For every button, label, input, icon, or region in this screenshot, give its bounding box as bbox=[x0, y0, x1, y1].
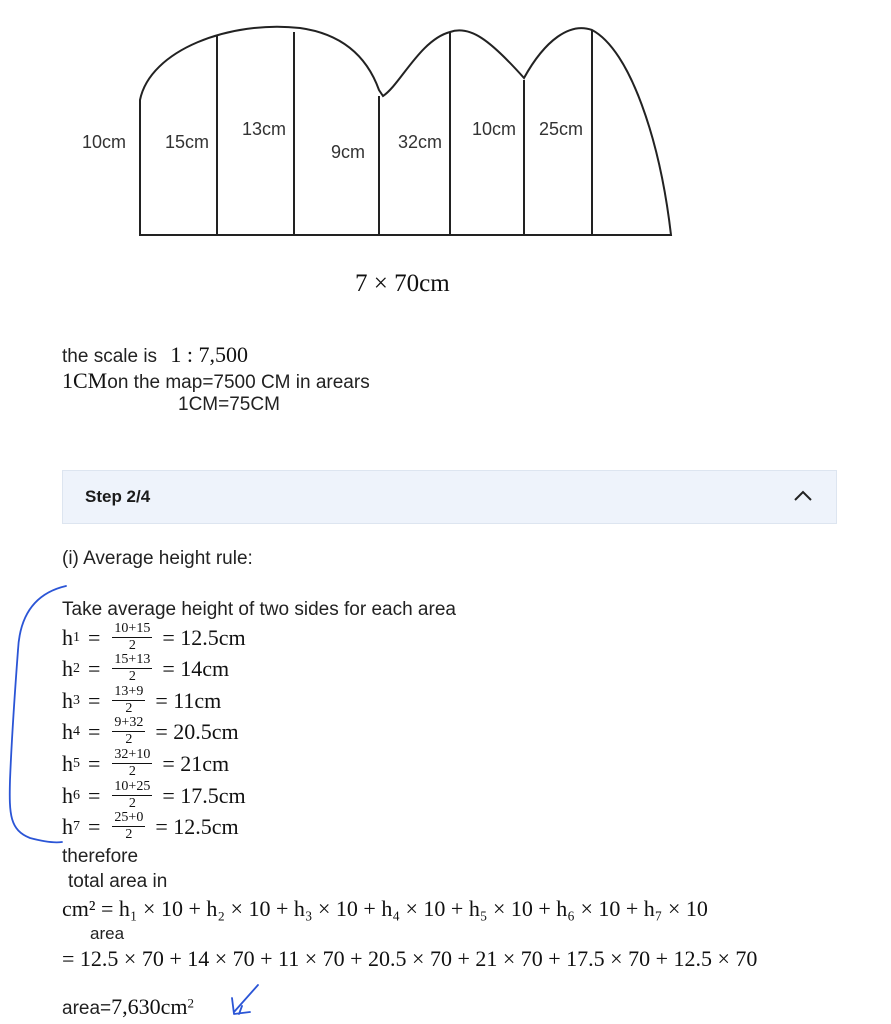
final-area-label: area= bbox=[62, 998, 112, 1019]
height-label: 10cm bbox=[472, 119, 517, 139]
figure-caption: 7 × 70cm bbox=[355, 270, 450, 297]
scale-line bbox=[62, 342, 248, 368]
area-sum: = 12.5 × 70 + 14 × 70 + 11 × 70 + 20.5 × 70 + 21 × 70 + 17.5 × 70 + 12.5 × 70 bbox=[62, 946, 758, 971]
equation-h3: h 3 = $\frac{13+9}{2}$ = 11cm bbox=[62, 684, 222, 716]
height-label: 25cm bbox=[539, 119, 584, 139]
checkmark-arrow-icon bbox=[228, 982, 262, 1020]
height-label: 15cm bbox=[165, 132, 210, 152]
scale-conversion-text: on the map=7500 CM in arears bbox=[107, 372, 370, 393]
height-label: 13cm bbox=[242, 119, 287, 139]
equation-h5: h 5 = $\frac{32+10}{2}$ = 21cm bbox=[62, 747, 230, 779]
equation-h2: h 2 = $\frac{15+13}{2}$ = 14cm bbox=[62, 652, 230, 684]
final-area-value: 7,630cm bbox=[111, 994, 188, 1019]
equation-h1: h 1 = $\frac{10+15}{2}$ = 12.5cm bbox=[62, 621, 246, 653]
rule-intro: Take average height of two sides for each area bbox=[62, 599, 456, 620]
equation-h4: h 4 = $\frac{9+32}{2}$ = 20.5cm bbox=[62, 715, 239, 747]
annotation-bracket bbox=[0, 580, 80, 850]
height-label: 32cm bbox=[398, 132, 443, 152]
equation-h7: h 7 = $\frac{25+0}{2}$ = 12.5cm bbox=[62, 810, 239, 842]
step-header[interactable] bbox=[62, 470, 837, 524]
chevron-up-icon[interactable] bbox=[792, 485, 814, 507]
rule-title: (i) Average height rule: bbox=[62, 548, 253, 569]
scale-unit: 1CM bbox=[62, 368, 108, 393]
scale-result: 1CM=75CM bbox=[178, 394, 280, 415]
therefore-text: therefore bbox=[62, 846, 139, 867]
scale-value: 1 : 7,500 bbox=[170, 342, 248, 367]
height-label: 9cm bbox=[331, 142, 366, 162]
area-figure bbox=[0, 0, 891, 320]
area-word: area bbox=[90, 924, 125, 943]
total-area-label: total area in bbox=[68, 871, 168, 892]
step-label: Step 2/4 bbox=[85, 487, 151, 506]
scale-conversion bbox=[62, 368, 370, 394]
equation-h6: h 6 = $\frac{10+25}{2}$ = 17.5cm bbox=[62, 779, 246, 811]
scale-text: the scale is bbox=[62, 346, 158, 367]
final-area bbox=[62, 994, 194, 1020]
final-area-exponent: 2 bbox=[187, 995, 195, 1011]
height-label: 10cm bbox=[82, 132, 127, 152]
area-formula: cm² = h₁ × 10 + h₂ × 10 + h₃ × 10 + h₄ × 10 + h₅ × 10 + h₆ × 10 + h₇ × 10 bbox=[62, 896, 708, 921]
